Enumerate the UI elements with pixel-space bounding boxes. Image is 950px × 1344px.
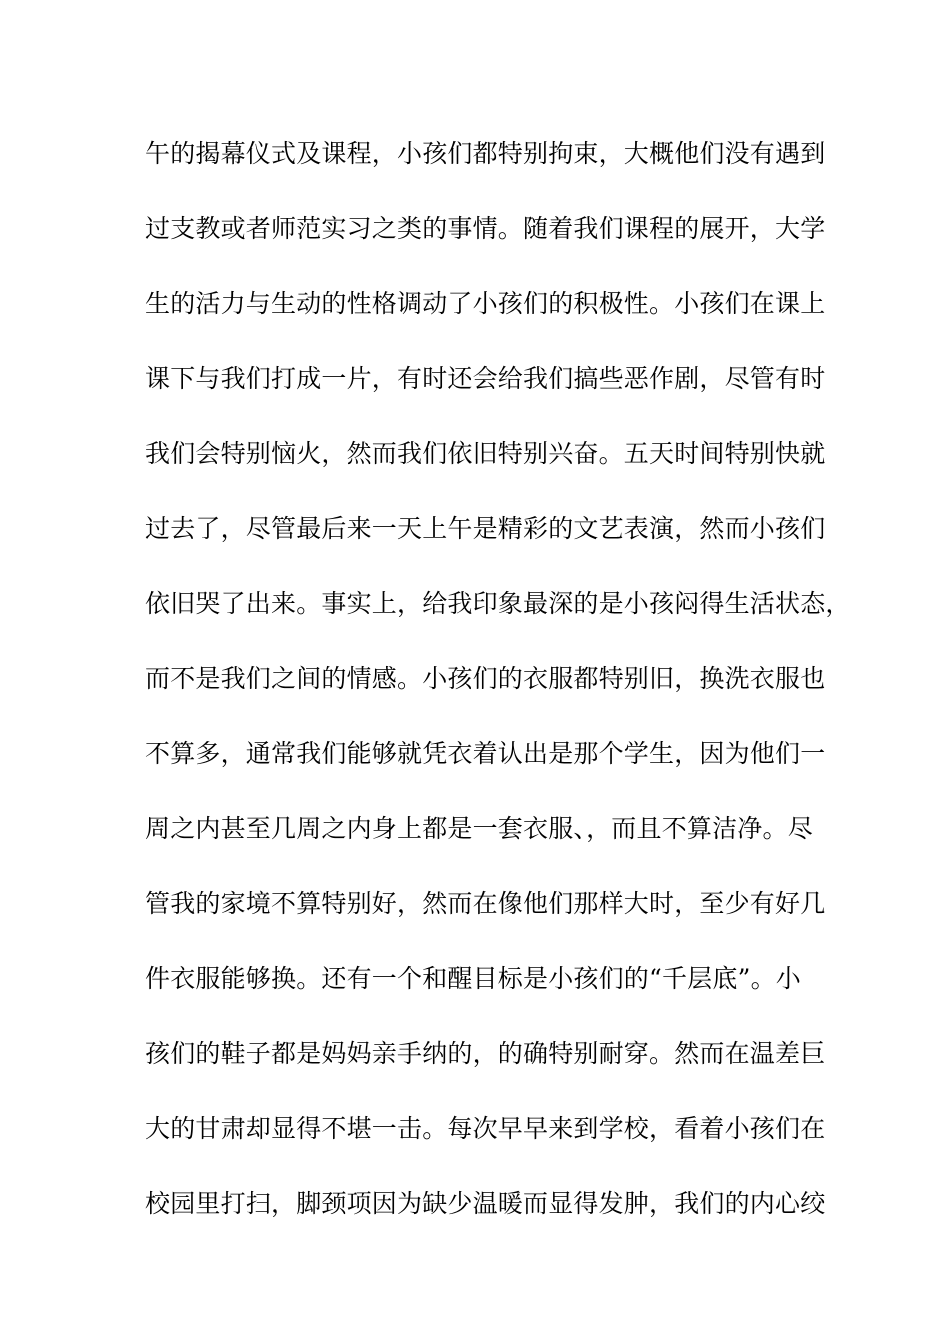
text-line: 过支教或者师范实习之类的事情。随着我们课程的展开，大学 — [145, 214, 826, 243]
text-line: 校园里打扫，脚颈项因为缺少温暖而显得发肿，我们的内心绞 — [145, 1189, 826, 1218]
text-line: 而不是我们之间的情感。小孩们的衣服都特别旧，换洗衣服也 — [145, 664, 826, 693]
text-line: 生的活力与生动的性格调动了小孩们的积极性。小孩们在课上 — [145, 289, 826, 318]
text-line: 管我的家境不算特别好，然而在像他们那样大时，至少有好几 — [145, 889, 826, 918]
text-line: 课下与我们打成一片，有时还会给我们搞些恶作剧，尽管有时 — [145, 364, 826, 393]
text-line: 不算多，通常我们能够就凭衣着认出是那个学生，因为他们一 — [145, 739, 826, 768]
text-line: 午的揭幕仪式及课程，小孩们都特别拘束，大概他们没有遇到 — [145, 139, 826, 168]
body-text — [145, 134, 851, 1259]
text-line: 周之内甚至几周之内身上都是一套衣服、，而且不算洁净。尽 — [145, 814, 813, 843]
text-line: 过去了，尽管最后来一天上午是精彩的文艺表演，然而小孩们 — [145, 514, 826, 543]
text-line: 件衣服能够换。还有一个和醒目标是小孩们的“千层底”。小 — [145, 964, 801, 993]
text-line: 依旧哭了出来。事实上，给我印象最深的是小孩闷得生活状态， — [145, 589, 851, 618]
text-line: 孩们的鞋子都是妈妈亲手纳的，的确特别耐穿。然而在温差巨 — [145, 1039, 826, 1068]
text-line: 大的甘肃却显得不堪一击。每次早早来到学校，看着小孩们在 — [145, 1114, 826, 1143]
text-line: 我们会特别恼火，然而我们依旧特别兴奋。五天时间特别快就 — [145, 439, 826, 468]
